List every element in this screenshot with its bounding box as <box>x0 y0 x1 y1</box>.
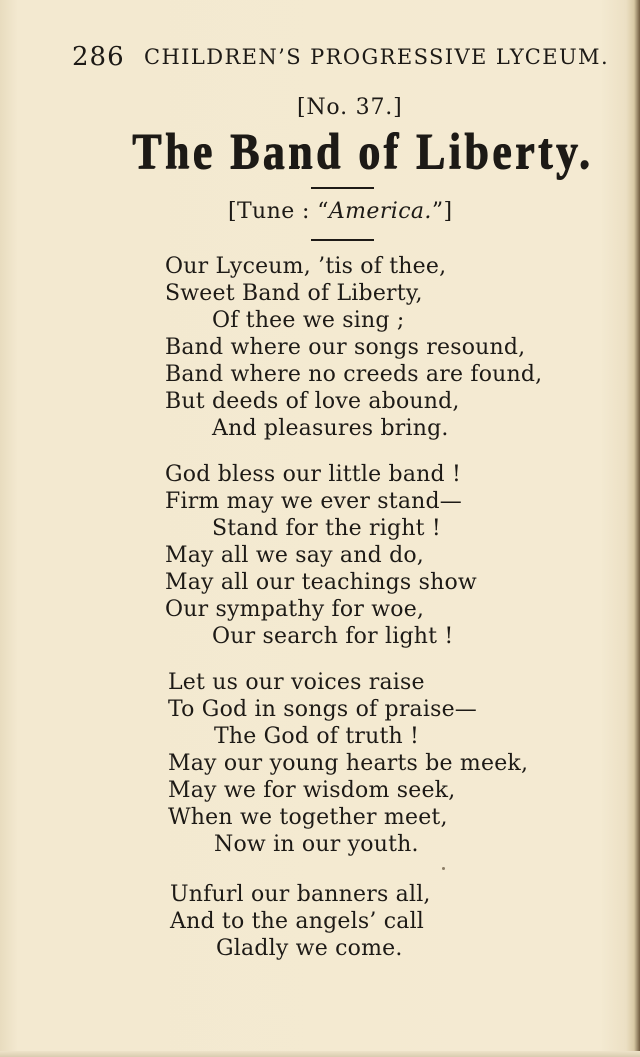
running-head: CHILDREN’S PROGRESSIVE LYCEUM. <box>144 45 610 69</box>
stanza-line: Band where no creeds are found, <box>165 362 543 387</box>
stanza-line: Sweet Band of Liberty, <box>165 281 423 306</box>
stanza-line: When we together meet, <box>168 805 448 830</box>
stanza-line: Unfurl our banners all, <box>170 882 431 907</box>
stanza-line: Gladly we come. <box>216 936 403 961</box>
tune-suffix: ”] <box>431 199 453 224</box>
tune-prefix: [Tune : “ <box>228 199 329 224</box>
stanza-line: Stand for the right ! <box>212 516 441 541</box>
stanza-line: Our Lyceum, ’tis of thee, <box>165 254 447 279</box>
stanza-line: Now in our youth. <box>214 832 419 857</box>
stanza-line: Our sympathy for woe, <box>165 597 425 622</box>
page-edge-shadow <box>0 1051 640 1057</box>
stanza-line: May all our teachings show <box>165 570 477 595</box>
stanza-line: God bless our little band ! <box>165 462 462 487</box>
stanza-line: Of thee we sing ; <box>212 308 405 333</box>
stanza-line: May our young hearts be meek, <box>168 751 529 776</box>
stanza-line: May all we say and do, <box>165 543 425 568</box>
stanza-line: Our search for light ! <box>212 624 454 649</box>
stanza-line: And pleasures bring. <box>212 416 449 441</box>
stanza-line: But deeds of love abound, <box>165 389 460 414</box>
stanza-line: To God in songs of praise— <box>168 697 478 722</box>
tune-name: America. <box>328 199 432 224</box>
stanza-line: May we for wisdom seek, <box>168 778 456 803</box>
hymn-title: The Band of Liberty. <box>132 124 594 180</box>
paper-speck <box>442 867 445 870</box>
stanza-line: Firm may we ever stand— <box>165 489 462 514</box>
page-number: 286 <box>72 42 125 72</box>
stanza-line: Band where our songs resound, <box>165 335 526 360</box>
hymn-number: [No. 37.] <box>297 95 403 120</box>
stanza-line: Let us our voices raise <box>168 670 425 695</box>
stanza-line: And to the angels’ call <box>170 909 425 934</box>
stanza-line: The God of truth ! <box>214 724 420 749</box>
